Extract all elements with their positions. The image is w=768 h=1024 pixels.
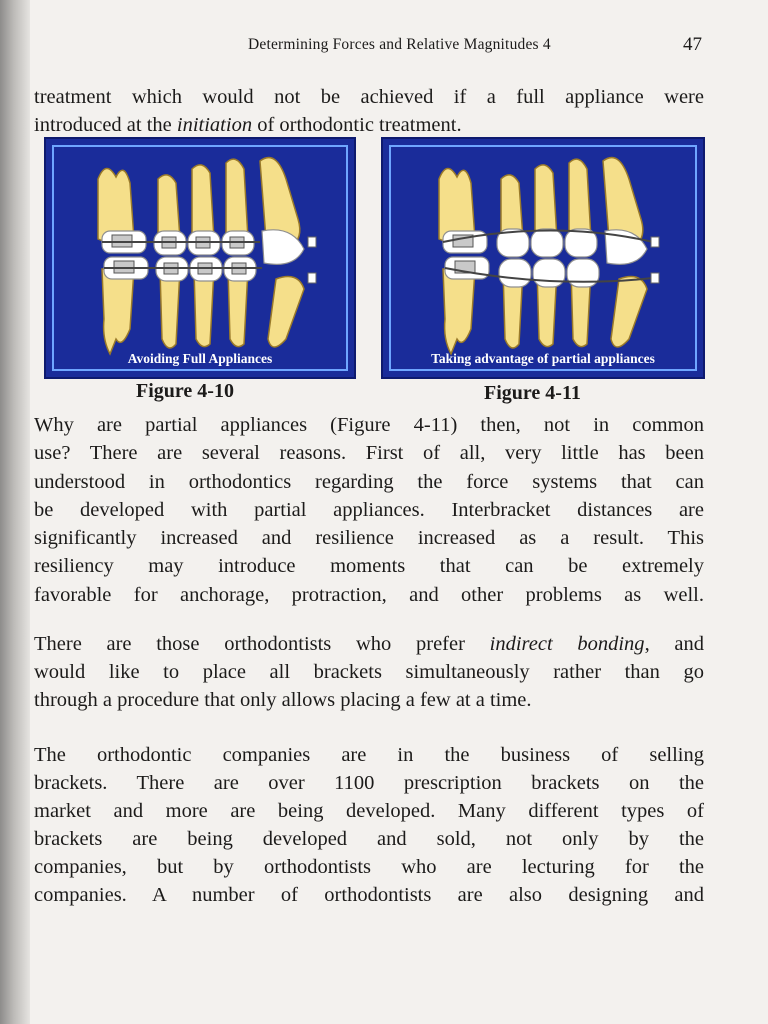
emphasis: indirect bonding	[489, 633, 645, 655]
running-title: Determining Forces and Relative Magnitudes 4	[248, 36, 551, 53]
figure-4-10-image	[44, 137, 356, 379]
intro-text: introduced at the	[34, 113, 177, 136]
text: , and	[644, 633, 704, 655]
teeth-full-appliance-illustration	[46, 139, 354, 377]
paragraph-orthodontic-companies	[34, 741, 704, 909]
text-line: Why are partial appliances (Figure 4-11) then, not in common	[34, 414, 704, 436]
intro-emphasis: initiation	[176, 113, 253, 136]
text-line: favorable for anchorage, protraction, and other problems as well.	[34, 583, 704, 606]
figure-caption: Taking advantage of partial appliances	[431, 351, 655, 366]
teeth-partial-appliance-illustration	[383, 139, 703, 377]
text-line: market and more are being developed. Many different types of	[34, 800, 704, 822]
text-line: understood in orthodontics regarding the force systems that can	[34, 470, 704, 493]
text-line: brackets. There are over 1100 prescription brackets on the	[34, 772, 704, 794]
figure-label: Figure 4-10	[136, 380, 234, 402]
text-line: use? There are several reasons. First of all, very little has been	[34, 442, 704, 465]
text: There are those orthodontists who prefer	[34, 633, 490, 655]
text-line	[34, 630, 704, 658]
text-line: be developed with partial appliances. Interbracket distances are	[34, 498, 704, 521]
text-line: resiliency may introduce moments that can be extremely	[34, 555, 704, 578]
text-line: would like to place all brackets simultaneously rather than go	[34, 661, 704, 683]
intro-paragraph	[34, 84, 704, 139]
intro-line-1: treatment which would not be achieved if a full appliance were	[34, 86, 704, 108]
figure-label: Figure 4-11	[484, 382, 581, 404]
text-line: companies. A number of orthodontists are also designing and	[34, 884, 704, 906]
text-line: companies, but by orthodontists who are lecturing for the	[34, 856, 704, 878]
figure-caption: Avoiding Full Appliances	[127, 351, 273, 366]
figure-4-11-image	[381, 137, 705, 379]
text-line: brackets are being developed and sold, not only by the	[34, 828, 704, 850]
intro-text: of orthodontic treatment.	[252, 113, 462, 136]
paragraph-indirect-bonding	[34, 630, 704, 714]
text-line: The orthodontic companies are in the business of selling	[34, 744, 704, 766]
text-line: through a procedure that only allows placing a few at a time.	[34, 689, 532, 711]
intro-line-2	[34, 112, 704, 140]
page-number: 47	[683, 34, 702, 55]
paragraph-partial-appliances	[34, 411, 704, 609]
text-line: significantly increased and resilience increased as a result. This	[34, 527, 704, 550]
